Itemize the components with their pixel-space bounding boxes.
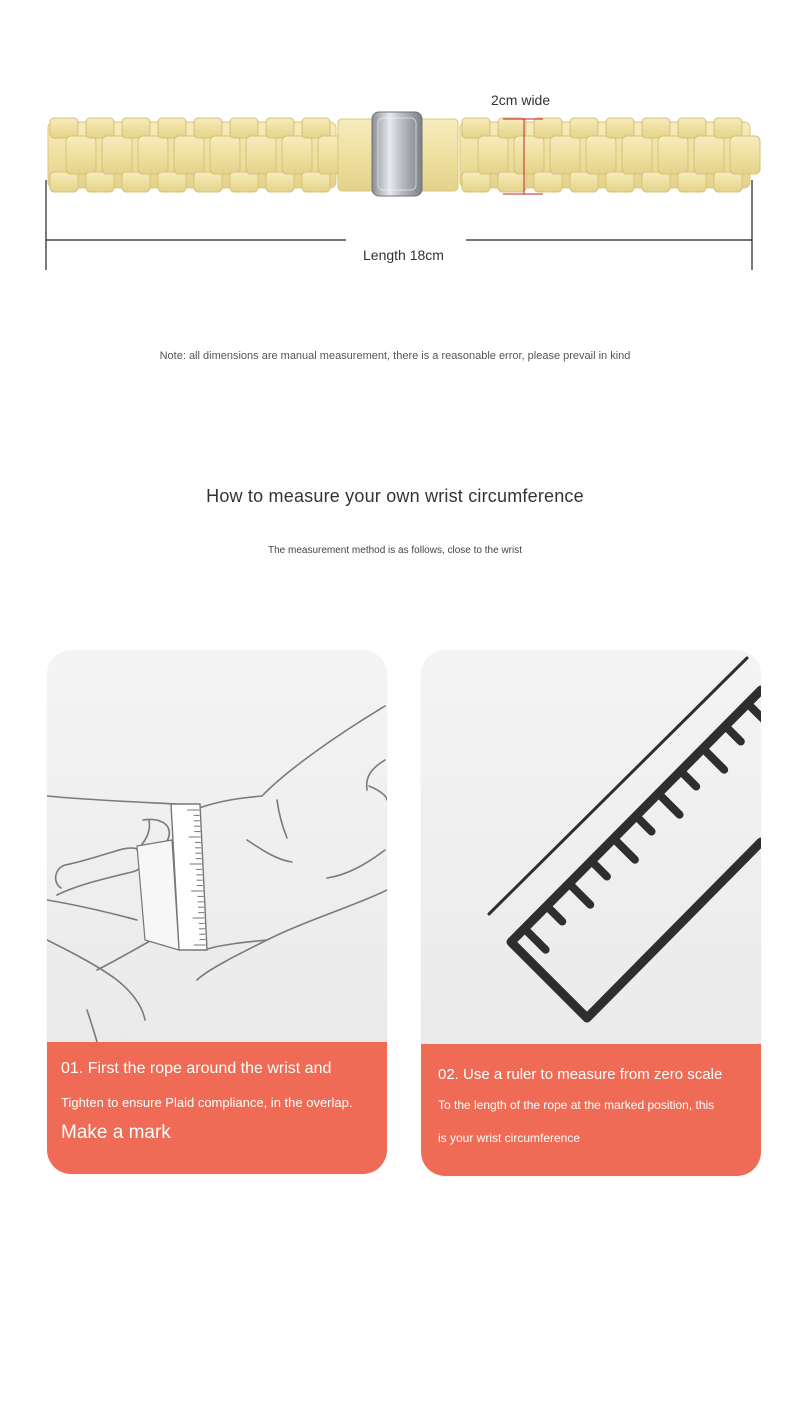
ruler-tick (748, 704, 761, 725)
strap-outer-link (158, 172, 186, 192)
strap-outer-link (714, 118, 742, 138)
strap-outer-link (194, 118, 222, 138)
strap-center-link (66, 136, 96, 174)
strap-outer-link (642, 172, 670, 192)
section-subtitle: The measurement method is as follows, close to the wrist (268, 545, 522, 556)
strap-center-link (478, 136, 508, 174)
strap-outer-link (122, 118, 150, 138)
strap-outer-link (194, 172, 222, 192)
wrist-measure-illustration (47, 650, 387, 1050)
ruler-tick (658, 794, 679, 815)
strap-center-link (622, 136, 652, 174)
strap-center-link (586, 136, 616, 174)
strap-center-link (174, 136, 204, 174)
strap-outer-link (462, 118, 490, 138)
step-card-2 (421, 650, 761, 1176)
step-caption-2 (421, 1044, 761, 1176)
ruler-tick (681, 771, 697, 787)
strap-center-link (102, 136, 132, 174)
strap-outer-link (498, 118, 526, 138)
strap-center-link (246, 136, 276, 174)
ruler-tick (725, 726, 741, 742)
strap-outer-link (534, 172, 562, 192)
strap-outer-link (606, 118, 634, 138)
width-label: 2cm wide (491, 92, 551, 108)
length-label: Length 18cm (363, 247, 444, 263)
strap-outer-link (158, 118, 186, 138)
strap-outer-link (50, 172, 78, 192)
strap-outer-link (266, 172, 294, 192)
step-1-line-3: Make a mark (61, 1122, 171, 1143)
strap-outer-link (302, 118, 330, 138)
strap-outer-link (230, 118, 258, 138)
strap-outer-link (642, 118, 670, 138)
step-caption-1 (47, 1042, 387, 1174)
strap-outer-link (302, 172, 330, 192)
step-2-line-3: is your wrist circumference (438, 1131, 581, 1145)
strap-outer-link (462, 172, 490, 192)
ruler-tick (547, 906, 563, 922)
strap-center-link (694, 136, 724, 174)
strap-outer-link (570, 172, 598, 192)
step-1-line-1: 01. First the rope around the wrist and (61, 1060, 332, 1077)
ruler-tick (614, 839, 635, 860)
ruler-illustration (421, 650, 761, 1050)
strap-outer-link (570, 118, 598, 138)
strap-outer-link (534, 118, 562, 138)
strap-outer-link (606, 172, 634, 192)
ruler-tick (703, 749, 724, 770)
strap-outer-link (678, 172, 706, 192)
ruler-tick (636, 816, 652, 832)
strap-outer-link (498, 172, 526, 192)
strap-outer-link (266, 118, 294, 138)
strap-center-link (210, 136, 240, 174)
strap-outer-link (122, 172, 150, 192)
strap-center-link (514, 136, 544, 174)
measuring-tape (137, 804, 207, 950)
strap-center-link (658, 136, 688, 174)
strap-center-link (282, 136, 312, 174)
ruler-tick (524, 929, 545, 950)
step-2-line-1: 02. Use a ruler to measure from zero scale (438, 1066, 723, 1083)
strap-outer-link (86, 172, 114, 192)
step-card-1 (47, 650, 387, 1174)
clasp (338, 112, 458, 196)
ruler-tick (569, 884, 590, 905)
ruler-tick (591, 861, 607, 877)
strap-center-link (138, 136, 168, 174)
strap-outer-link (50, 118, 78, 138)
step-1-line-2: Tighten to ensure Plaid compliance, in the overlap. (61, 1095, 353, 1110)
strap-outer-link (230, 172, 258, 192)
measurement-note: Note: all dimensions are manual measurement, there is a reasonable error, please prevail in kind (159, 350, 631, 362)
strap-outer-link (86, 118, 114, 138)
section-title: How to measure your own wrist circumference (206, 486, 584, 506)
step-2-line-2: To the length of the rope at the marked position, this (438, 1098, 715, 1112)
strap-dimension-diagram (0, 0, 790, 300)
strap-center-link (730, 136, 760, 174)
strap-outer-link (714, 172, 742, 192)
strap-outer-link (678, 118, 706, 138)
strap-center-link (550, 136, 580, 174)
